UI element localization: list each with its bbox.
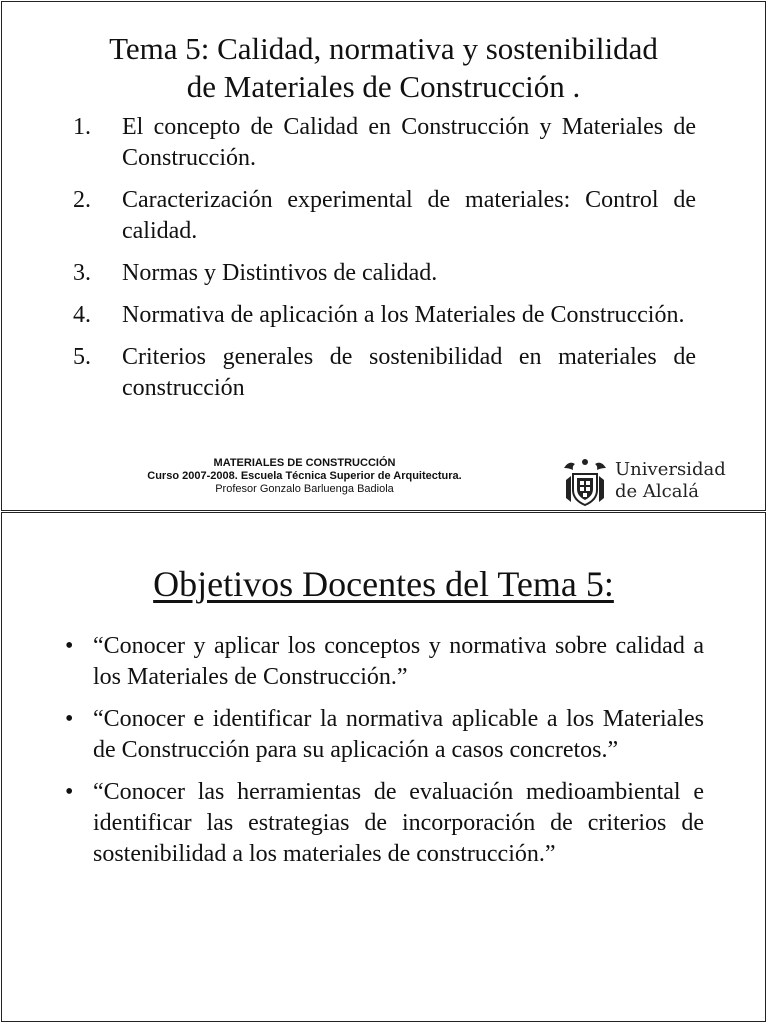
university-crest-icon (560, 456, 610, 510)
list-item-text: Normativa de aplicación a los Materiales de Construcción. (122, 302, 685, 328)
slide-2 (1, 512, 766, 1022)
university-name (615, 459, 726, 503)
title-line-1: Tema 5: Calidad, normativa y sostenibilidad (109, 31, 658, 66)
list-item-text: El concepto de Calidad en Construcción y Materiales de Construcción. (122, 114, 696, 171)
numbered-list (68, 112, 696, 415)
slide-title: Objetivos Docentes del Tema 5: (153, 564, 614, 604)
university-name-line-2: de Alcalá (615, 481, 699, 502)
university-logo (560, 456, 735, 511)
list-item-number: 3. (73, 260, 91, 286)
list-item (62, 631, 704, 693)
list-item-text: Caracterización experimental de materiales: Control de calidad. (122, 187, 696, 244)
list-item-text: “Conocer las herramientas de evaluación medioambiental e identificar las estrategias de incorporación de criterios de sostenibilidad a los materiales de construcción.” (93, 779, 704, 867)
professor-name: Profesor Gonzalo Barluenga Badiola (215, 483, 394, 495)
list-item (62, 777, 704, 870)
slide-1 (1, 1, 766, 511)
list-item-number: 4. (73, 302, 91, 328)
list-item (68, 342, 696, 404)
list-item-number: 1. (73, 114, 91, 140)
course-name: MATERIALES DE CONSTRUCCIÓN (213, 457, 396, 469)
slide-title (22, 30, 745, 106)
university-name-line-1: Universidad (615, 459, 726, 480)
list-item-text: “Conocer y aplicar los conceptos y normativa sobre calidad a los Materiales de Construcción.” (93, 633, 704, 690)
list-item (62, 704, 704, 766)
list-item-number: 5. (73, 344, 91, 370)
list-item (68, 185, 696, 247)
list-item (68, 258, 696, 289)
bullet-icon: • (65, 706, 74, 732)
list-item (68, 112, 696, 174)
bullet-list (62, 631, 704, 881)
list-item-text: Criterios generales de sostenibilidad en materiales de construcción (122, 344, 696, 401)
list-item (68, 300, 696, 331)
course-details: Curso 2007-2008. Escuela Técnica Superior de Arquitectura. (147, 470, 462, 482)
bullet-icon: • (65, 633, 74, 659)
list-item-text: Normas y Distintivos de calidad. (122, 260, 438, 286)
course-footer (102, 457, 507, 496)
list-item-number: 2. (73, 187, 91, 213)
bullet-icon: • (65, 779, 74, 805)
list-item-text: “Conocer e identificar la normativa aplicable a los Materiales de Construcción para su aplicación a casos concretos.” (93, 706, 704, 763)
title-line-2: de Materiales de Construcción . (186, 69, 581, 104)
